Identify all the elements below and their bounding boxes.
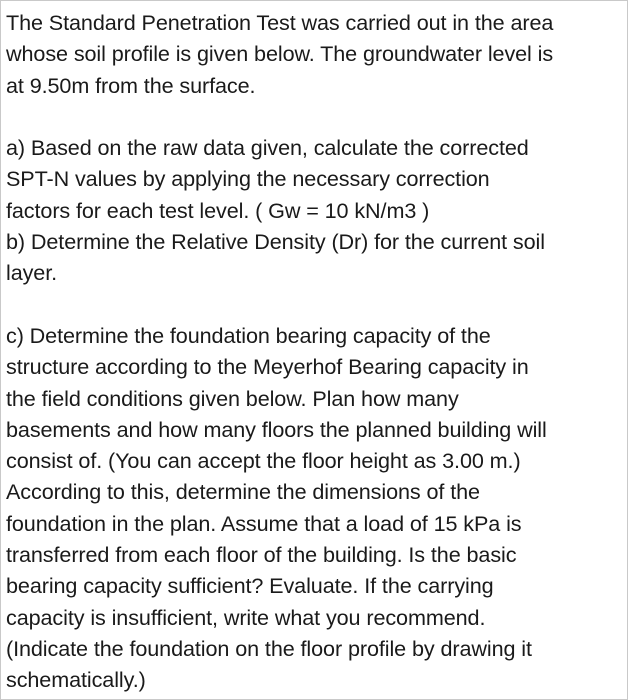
text-line: capacity is insufficient, write what you recommend. [6,604,486,630]
text-line: According to this, determine the dimensions of the [6,479,480,505]
part-a-paragraph [6,132,622,226]
paragraph-spacer [6,289,622,320]
intro-paragraph [6,7,622,101]
text-line: factors for each test level. ( Gw = 10 kN/m3 ) [6,197,430,223]
text-line: layer. [6,260,58,286]
problem-text [6,7,622,696]
part-b-paragraph [6,226,622,289]
text-line: The Standard Penetration Test was carried out in the area [6,10,554,35]
text-line: schematically.) [6,667,146,693]
part-c-paragraph [6,320,622,696]
text-line: foundation in the plan. Assume that a load of 15 kPa is [6,510,522,536]
text-line: basements and how many floors the planned building will [6,416,547,442]
text-line: bearing capacity sufficient? Evaluate. If the carrying [6,573,494,599]
text-line: SPT-N values by applying the necessary correction [6,166,490,192]
text-line: a) Based on the raw data given, calculate the corrected [6,135,529,161]
text-line: b) Determine the Relative Density (Dr) for the current soil [6,229,545,255]
text-line: (Indicate the foundation on the floor profile by drawing it [6,635,532,661]
text-line: transferred from each floor of the building. Is the basic [6,542,517,568]
text-line: structure according to the Meyerhof Bearing capacity in [6,354,529,380]
text-line: at 9.50m from the surface. [6,72,256,98]
text-line: consist of. (You can accept the floor height as 3.00 m.) [6,448,521,474]
text-line: c) Determine the foundation bearing capacity of the [6,322,491,348]
text-line: whose soil profile is given below. The groundwater level is [6,41,554,67]
paragraph-spacer [6,101,622,132]
text-line: the field conditions given below. Plan how many [6,385,459,411]
